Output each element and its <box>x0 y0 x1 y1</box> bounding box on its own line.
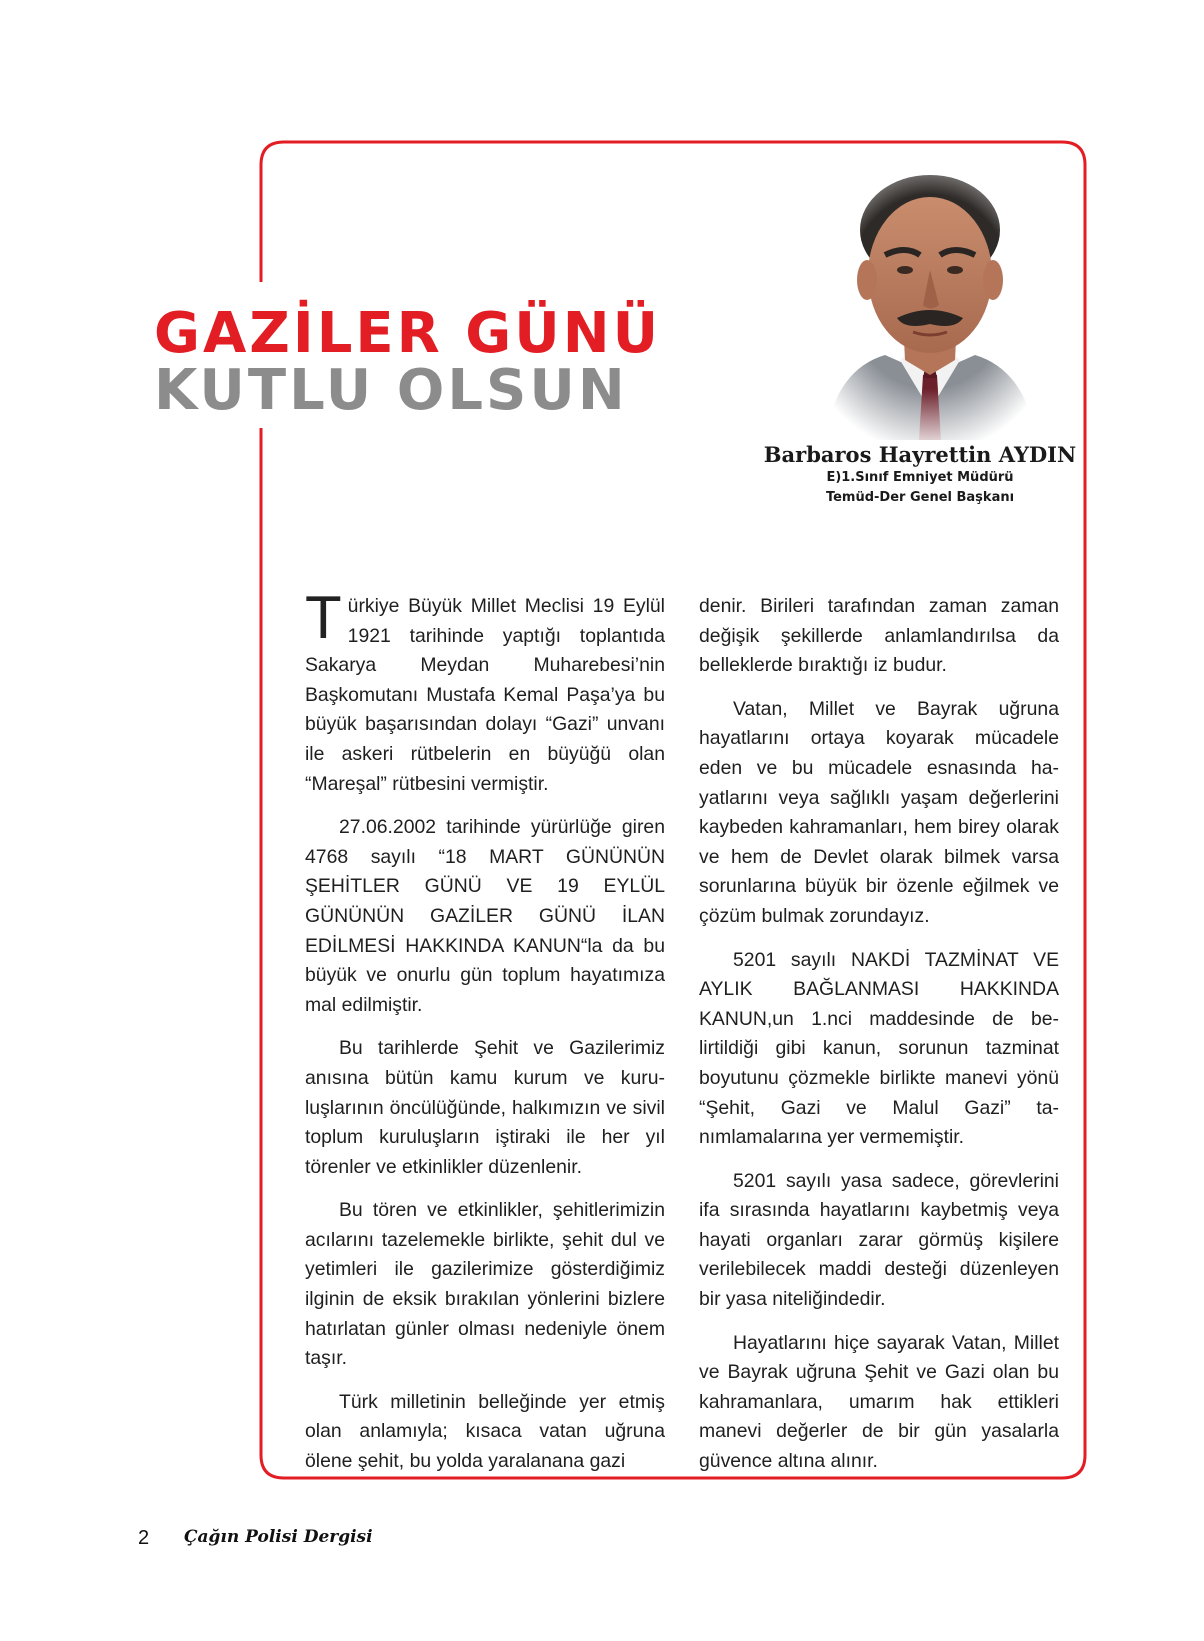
author-name: Barbaros Hayrettin AYDIN <box>763 442 1077 467</box>
paragraph: denir. Birileri tarafından zaman zaman değişik şekillerde anlamlandırılsa da belleklerde bıraktığı iz budur. <box>699 595 1059 677</box>
drop-cap: T <box>305 584 342 651</box>
paragraph: Bu tarihlerde Şehit ve Gazilerimiz anısına bütün kamu kurum ve kuruluşlarının öncülüğünde, halkımızın ve sivil toplum kuruluşların iştiraki ile her yıl törenler ve etkinlikler düzenlenir. <box>305 1037 665 1178</box>
paragraph: Vatan, Millet ve Bayrak uğruna hayatlarını ortaya koyarak mücadele eden ve bu mücadele esnasında hayatlarını veya sağlıklı yaşam değerlerini kaybeden kahramanları, hem birey olarak ve hem de Devlet olarak bilmek varsa sorunlarına büyük bir özenle eğilmek ve çözüm bulmak zorundayız. <box>699 697 1059 927</box>
paragraph: 27.06.2002 tarihinde yürürlüğe giren 4768 sayılı “18 MART GÜNÜNÜN ŞEHİTLER GÜNÜ VE 19 EYLÜL GÜNÜNÜN GAZİLER GÜNÜ İLAN EDİLMESİ HAKKINDA KANUN“la da bu büyük ve onurlu gün toplum hayatımıza mal edilmiştir. <box>305 816 665 1016</box>
page-number: 2 <box>138 1527 150 1549</box>
headline-line-2: KUTLU OLSUN <box>154 358 628 423</box>
author-portrait <box>815 170 1045 440</box>
paragraph: 5201 sayılı yasa sadece, görevlerini ifa sırasında hayatlarını kaybetmiş veya hayati organları zarar görmüş kişilere verilebilecek maddi desteği düzenleyen bir yasa niteliğindedir. <box>699 1169 1059 1311</box>
magazine-name: Çağın Polisi Dergisi <box>184 1527 373 1547</box>
paragraph: Türk milletinin belleğinde yer etmiş olan anlamıyla; kısaca vatan uğruna ölene şehit, bu yolda yaralanana gazi <box>305 1390 665 1473</box>
paragraph-text: ürkiye Büyük Millet Meclisi 19 Eylül 1921 tarihinde yaptığı toplantıda Sakarya Meydan Muharebesi’nin Başkomutanı Mustafa Kemal Paşa’ya bu büyük başarısından dolayı “Gazi” unvanı ile askeri rütbelerin en büyüğü olan “Mareşal” rütbesini vermiştir. <box>305 595 665 795</box>
author-organization: Temüd-Der Genel Başkanı <box>825 490 1015 505</box>
author-role: E)1.Sınıf Emniyet Müdürü <box>826 470 1014 485</box>
article-column-left <box>305 584 665 1491</box>
author-info <box>760 442 1080 508</box>
paragraph: 5201 sayılı NAKDİ TAZMİNAT VE AYLIK BAĞLANMASI HAKKINDA KANUN,un 1.nci maddesinde de belirtildiği gibi kanun, sorunun tazminat boyutunu çözmekle birlikte manevi yönü “Şehit, Gazi ve Malul Gazi” tanımlamalarına yer vermemiştir. <box>699 948 1059 1149</box>
paragraph <box>305 584 665 799</box>
headline-line-1: GAZİLER GÜNÜ <box>154 301 662 366</box>
article-column-right <box>699 592 1059 1491</box>
paragraph: Hayatlarını hiçe sayarak Vatan, Millet ve Bayrak uğruna Şehit ve Gazi olan bu kahramanlara, umarım hak ettikleri manevi değerler de bir gün yasalarla güvence altına alınır. <box>699 1331 1059 1473</box>
paragraph: Bu tören ve etkinlikler, şehitlerimizin acılarını tazelemekle birlikte, şehit dul ve yetimleri ile gazilerimize gösterdiğimiz ilginin de eksik bırakılan yönlerini bizlere hatırlatan günler olması nedeniyle önem taşır. <box>305 1199 665 1370</box>
